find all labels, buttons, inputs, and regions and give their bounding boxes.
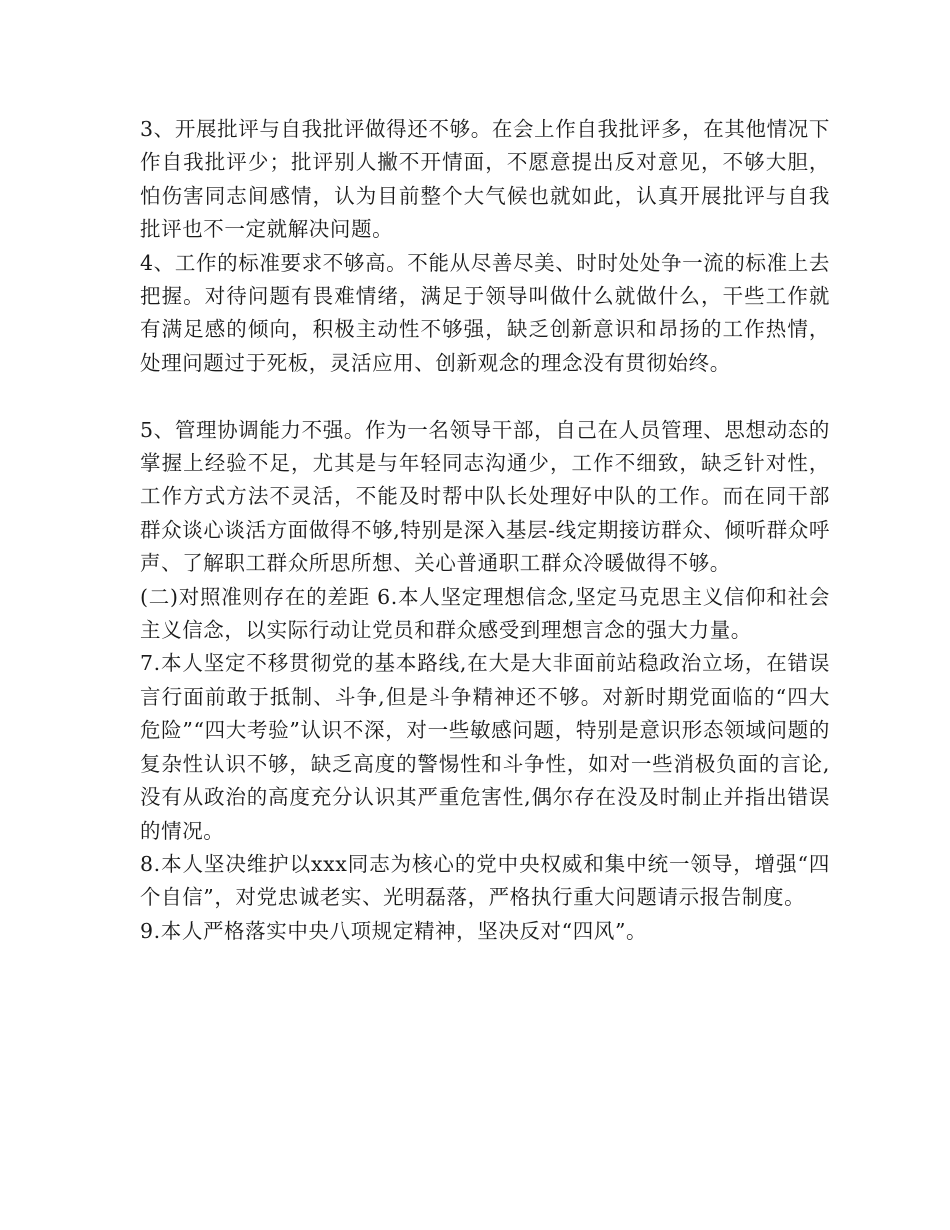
paragraph-item-9: 9.本人严格落实中央八项规定精神，坚决反对“四风”。 — [140, 918, 648, 943]
paragraph-item-4: 4、工作的标准要求不够高。不能从尽善尽美、时时处处争一流的标准上去把握。对待问题有畏难情绪，满足于领导叫做什么就做什么，干些工作就有满足感的倾向，积极主动性不够强，缺乏创新意识和昂扬的工作热情，处理问题过于死板，灵活应用、创新观念的理念没有贯彻始终。 — [140, 250, 830, 375]
paragraph-item-8: 8.本人坚决维护以xxx同志为核心的党中央权威和集中统一领导，增强“四个自信”，对党忠诚老实、光明磊落，严格执行重大问题请示报告制度。 — [140, 851, 830, 910]
document-body — [140, 113, 830, 948]
paragraph-item-5: 5、管理协调能力不强。作为一名领导干部，自己在人员管理、思想动态的掌握上经验不足，尤其是与年轻同志沟通少，工作不细致，缺乏针对性，工作方式方法不灵活，不能及时帮中队长处理好中队的工作。而在同干部群众谈心谈活方面做得不够,特别是深入基层-线定期接访群众、倾听群众呼声、了解职工群众所思所想、关心普通职工群众冷暖做得不够。 — [140, 417, 830, 576]
paragraph-item-3: 3、开展批评与自我批评做得还不够。在会上作自我批评多，在其他情况下作自我批评少；批评别人撇不开情面，不愿意提出反对意见，不够大胆，怕伤害同志间感情，认为目前整个大气候也就如此，认真开展批评与自我批评也不一定就解决问题。 — [140, 117, 830, 242]
paragraph-item-7: 7.本人坚定不移贯彻党的基本路线,在大是大非面前站稳政治立场，在错误言行面前敢于抵制、斗争,但是斗争精神还不够。对新时期党面临的“四大危险”“四大考验”认识不深，对一些敏感问题，特别是意识形态领域问题的复杂性认识不够，缺乏高度的警惕性和斗争性，如对一些消极负面的言论,没有从政治的高度充分认识其严重危害性,偶尔存在没及时制止并指出错误的情况。 — [140, 651, 830, 843]
paragraph-section-2-item-6: (二)对照准则存在的差距 6.本人坚定理想信念,坚定马克思主义信仰和社会主义信念，以实际行动让党员和群众感受到理想言念的强大力量。 — [140, 584, 830, 643]
